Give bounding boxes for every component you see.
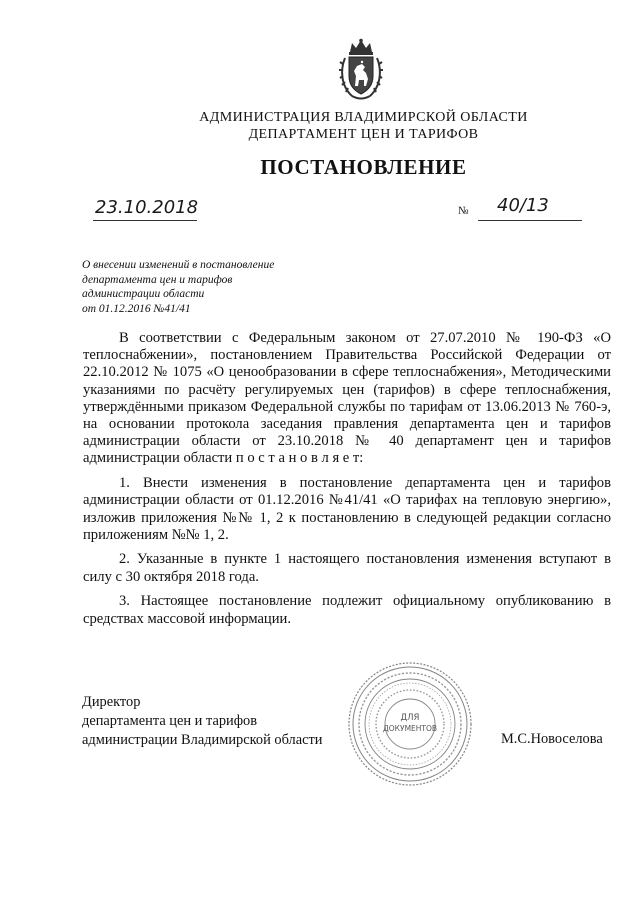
body-paragraph-item-2: 2. Указанные в пункте 1 настоящего постановления изменения вступают в силу с 30 октября 2018 года. <box>83 551 611 585</box>
signatory-title <box>82 693 323 750</box>
signatory-title-line: администрации Владимирской области <box>82 732 323 748</box>
document-number: 40/13 <box>497 195 549 216</box>
signatory-title-line: департамента цен и тарифов <box>82 713 258 729</box>
document-type-title: ПОСТАНОВЛЕНИЕ <box>260 155 467 179</box>
number-underline <box>478 220 582 221</box>
subject-line: от 01.12.2016 №41/41 <box>82 302 191 315</box>
document-date: 23.10.2018 <box>95 197 199 218</box>
subject-line: О внесении изменений в постановление <box>82 259 275 271</box>
body-paragraph-preamble: В соответствии с Федеральным законом от 27.07.2010 № 190-ФЗ «О теплоснабжении», постановлением Правительства Российской Федерации от 22.10.2012 № 1075 «О ценообразовании в сфере теплоснабжения», Методическими указаниями по расчёту регулируемых цен (тарифов) в сфере теплоснабжения, утверждёнными приказом Федеральной службы по тарифам от 13.06.2013 № 760-э, на основании протокола заседания правления департамента цен и тарифов администрации области от 23.10.2018 № 40 департамент цен и тарифов администрации области п о с т а н о в л я е т: <box>83 330 611 467</box>
document-body <box>83 330 611 635</box>
signatory-name: М.С.Новоселова <box>501 731 603 747</box>
coat-of-arms-icon <box>338 38 384 102</box>
official-stamp <box>346 660 474 788</box>
subject-line: департамента цен и тарифов <box>82 273 233 286</box>
document-subject <box>82 258 274 316</box>
stamp-text-line1: ДЛЯ <box>400 713 420 723</box>
body-paragraph-item-1: 1. Внести изменения в постановление департамента цен и тарифов администрации области от 01.12.2016 №41/41 «О тарифах на тепловую энергию», изложив приложения №№ 1, 2 к постановлению в следующей редакции согласно приложениям №№ 1, 2. <box>83 475 611 543</box>
date-underline <box>93 220 197 221</box>
body-paragraph-item-3: 3. Настоящее постановление подлежит официальному опубликованию в средствах массовой информации. <box>83 593 611 627</box>
stamp-text-line2: ДОКУМЕНТОВ <box>382 724 438 733</box>
signatory-title-line: Директор <box>82 694 141 710</box>
organization-name: АДМИНИСТРАЦИЯ ВЛАДИМИРСКОЙ ОБЛАСТИ <box>199 110 528 125</box>
subject-line: администрации области <box>82 288 205 300</box>
department-name: ДЕПАРТАМЕНТ ЦЕН И ТАРИФОВ <box>248 127 479 142</box>
number-label: № <box>458 205 469 217</box>
